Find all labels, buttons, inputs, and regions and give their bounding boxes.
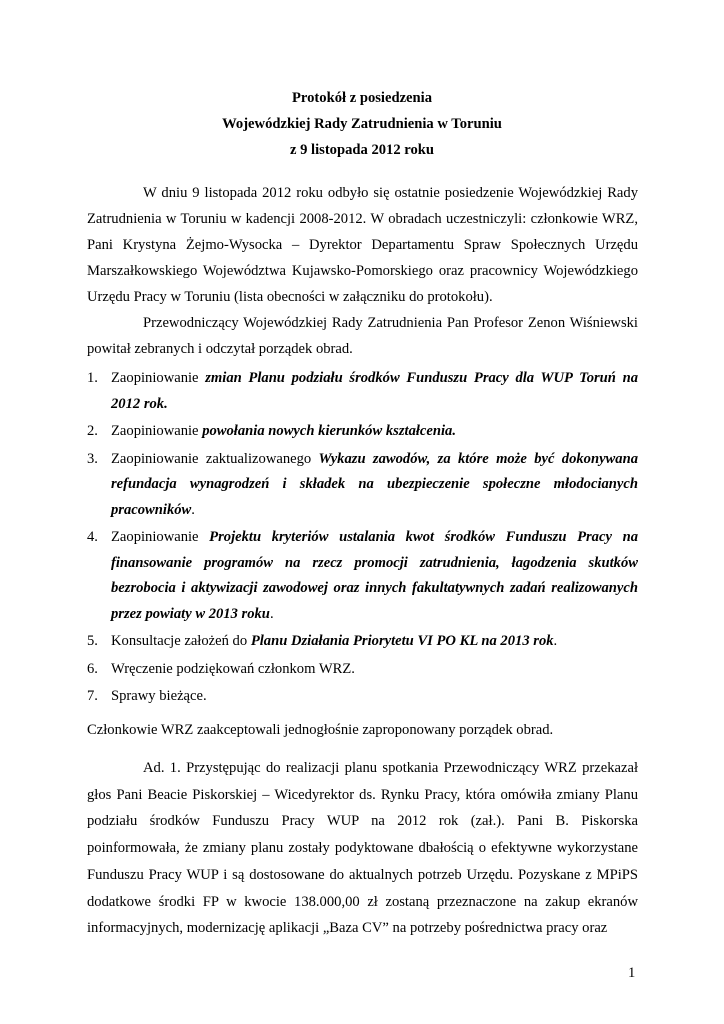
intro-paragraph: W dniu 9 listopada 2012 roku odbyło się ostatnie posiedzenie Wojewódzkiej Rady Zatrudnienia w Toruniu w kadencji 2008-2012. W obradach uczestniczyli: członkowie WRZ, Pani Krystyna Żejmo-Wysocka – Dyrektor Departamentu Spraw Społecznych Urzędu Marszałkowskiego Województwa Kujawsko-Pomorskiego oraz pracownicy Wojewódzkiego Urzędu Pracy w Toruniu (lista obecności w załączniku do protokołu).: [87, 185, 638, 305]
agenda-item-text: Zaopiniowanie zaktualizowanego: [111, 450, 319, 467]
agenda-item: [87, 684, 638, 710]
title-line-3: z 9 listopada 2012 roku: [289, 142, 435, 158]
title-line-2: Wojewódzkiej Rady Zatrudnienia w Toruniu: [222, 116, 502, 132]
agenda-item: [87, 419, 638, 445]
agenda-item-suffix: .: [191, 501, 195, 518]
agenda-item-number: 7.: [87, 688, 98, 704]
agenda-item-text: Zaopiniowanie: [111, 370, 206, 386]
document-title: [0, 85, 724, 163]
agenda-item: [87, 447, 638, 524]
agenda-item-suffix: .: [269, 605, 274, 622]
agenda-item-emphasis: Projektu kryteriów ustalania kwot środków Funduszu Pracy na finansowanie programów na rzecz promocji zatrudnienia, łagodzenia skutków bezrobocia i aktywizacji zawodowej oraz innych fakultatywnych zadań realizowanych przez powiaty w 2013 roku: [111, 529, 638, 622]
agenda-item-emphasis: Planu Działania Priorytetu VI PO KL na 2013 rok: [250, 633, 554, 649]
agenda-list: [87, 366, 638, 710]
agenda-item: [87, 525, 638, 627]
agenda-item-text: Zaopiniowanie: [111, 529, 210, 545]
agenda-item-text: Konsultacje założeń do: [111, 633, 251, 649]
agenda-item-number: 1.: [87, 370, 98, 386]
agenda-item-text: Wręczenie podziękowań członkom WRZ.: [111, 660, 355, 677]
agenda-item-suffix: .: [553, 633, 558, 649]
agenda-item-emphasis: powołania nowych kierunków kształcenia.: [202, 423, 456, 439]
ad1-paragraph: Ad. 1. Przystępując do realizacji planu spotkania Przewodniczący WRZ przekazał głos Pani Beacie Piskorskiej – Wicedyrektor ds. Rynku Pracy, która omówiła zmiany Planu podziału środków Funduszu Pracy WUP na 2012 rok (zał.). Pani B. Piskorska poinformowała, że zmiany planu zostały podyktowane dbałością o efektywne wykorzystane Funduszu Pracy WUP i są dostosowane do aktualnych potrzeb Urzędu. Pozyskane z MPiPS dodatkowe środki FP w kwocie 138.000,00 zł zostaną przeznaczone na zakup ekranów informacyjnych, modernizację aplikacji „Baza CV” na potrzeby pośrednictwa pracy oraz: [87, 760, 638, 937]
agenda-item-number: 3.: [87, 450, 98, 467]
agenda-item-number: 5.: [87, 633, 98, 649]
agenda-item-emphasis: Wykazu zawodów, za które może być dokonywana refundacja wynagrodzeń i składek na ubezpieczenie społeczne młodocianych pracowników: [111, 450, 638, 518]
agenda-item-number: 6.: [87, 660, 98, 677]
page-number: 1: [628, 965, 636, 981]
agenda-item: [87, 657, 638, 683]
agenda-item-number: 2.: [87, 423, 98, 439]
agenda-item-text: Zaopiniowanie: [111, 423, 203, 439]
title-line-1: Protokół z posiedzenia: [292, 90, 432, 106]
agenda-item-emphasis: zmian Planu podziału środków Funduszu Pracy dla WUP Toruń na 2012 rok.: [111, 370, 639, 412]
agenda-item-number: 4.: [87, 529, 98, 545]
chair-paragraph: Przewodniczący Wojewódzkiej Rady Zatrudnienia Pan Profesor Zenon Wiśniewski powitał zebranych i odczytał porządek obrad.: [87, 315, 638, 357]
agenda-item: [87, 366, 638, 417]
agenda-item: [87, 629, 638, 655]
accepted-paragraph: Członkowie WRZ zaakceptowali jednogłośnie zaproponowany porządek obrad.: [87, 722, 554, 738]
agenda-item-text: Sprawy bieżące.: [111, 688, 207, 704]
